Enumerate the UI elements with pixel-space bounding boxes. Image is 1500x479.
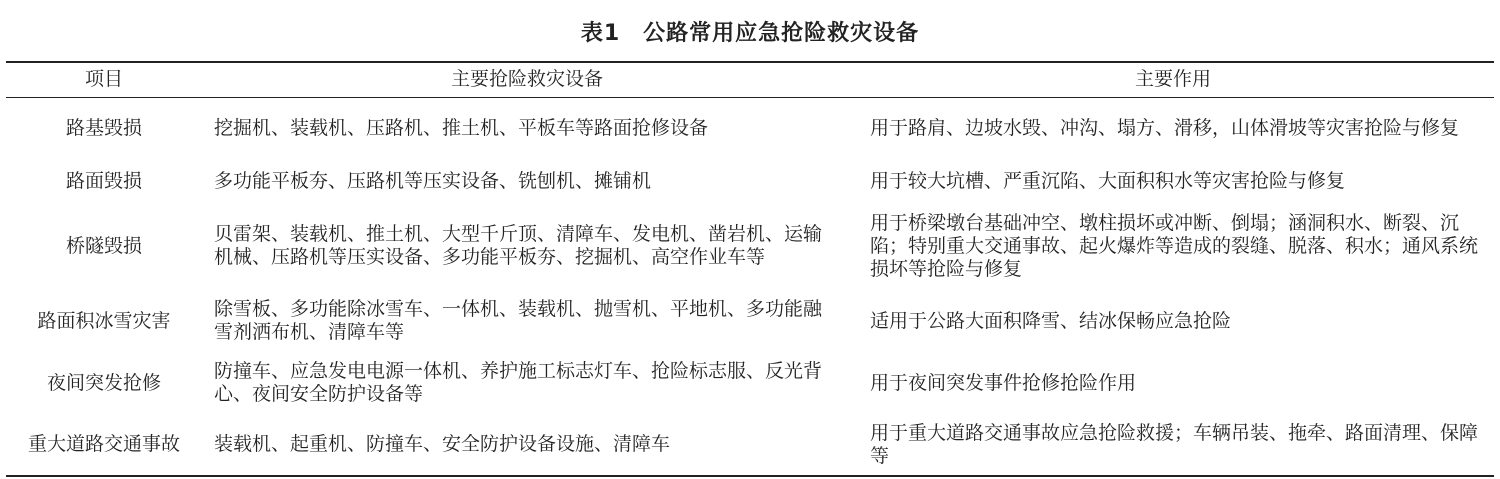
- table-row: [6, 290, 1494, 352]
- header-equipment: 主要抢险救灾设备: [450, 68, 603, 91]
- row-function-cell: 适用于公路大面积降雪、结冰保畅应急抢险: [870, 309, 1232, 332]
- table-row: [6, 414, 1494, 476]
- table-header-row: [6, 62, 1494, 97]
- header-function: 主要作用: [1134, 68, 1211, 91]
- header-item: 项目: [84, 68, 123, 91]
- row-item-cell: 重大道路交通事故: [27, 433, 180, 455]
- row-item-cell: 路基毁损: [65, 117, 142, 140]
- row-equipment-cell: 多功能平板夯、压路机等压实设备、铣刨机、摊铺机: [214, 169, 652, 192]
- row-function-cell: 用于路肩、边坡水毁、冲沟、塌方、滑移，山体滑坡等灾害抢险与修复: [870, 117, 1460, 140]
- table-row: [6, 202, 1494, 290]
- row-equipment-cell: 装载机、起重机、防撞车、安全防护设备设施、清障车: [214, 433, 671, 455]
- row-function-cell: 用于重大道路交通事故应急抢险救援；车辆吊装、拖牵、路面清理、保障等: [870, 421, 1479, 467]
- table-title: 表1 公路常用应急抢险救灾设备: [580, 21, 920, 46]
- row-function-cell: 用于较大坑槽、严重沉陷、大面积积水等灾害抢险与修复: [870, 169, 1346, 192]
- row-equipment-cell: 除雪板、多功能除冰雪车、一体机、装载机、抛雪机、平地机、多功能融雪剂洒布机、清障车等: [214, 298, 823, 343]
- equipment-table: [6, 61, 1494, 477]
- row-item-cell: 夜间突发抢修: [46, 371, 161, 394]
- row-equipment-cell: 防撞车、应急发电电源一体机、养护施工标志灯车、抢险标志服、反光背心、夜间安全防护设备等: [214, 360, 823, 405]
- table-row: [6, 160, 1494, 202]
- row-function-cell: 用于桥梁墩台基础冲空、墩柱损坏或冲断、倒塌；涵洞积水、断裂、沉陷；特别重大交通事故、起火爆炸等造成的裂缝、脱落、积水；通风系统损坏等抢险与修复: [870, 211, 1479, 280]
- row-item-cell: 路面积冰雪灾害: [37, 309, 171, 332]
- row-item-cell: 路面毁损: [65, 169, 142, 192]
- table-row: [6, 352, 1494, 414]
- row-function-cell: 用于夜间突发事件抢修抢险作用: [870, 371, 1137, 394]
- row-item-cell: 桥隧毁损: [65, 234, 142, 257]
- row-equipment-cell: 贝雷架、装载机、推土机、大型千斤顶、清障车、发电机、凿岩机、运输机械、压路机等压实设备、多功能平板夯、挖掘机、高空作业车等: [214, 223, 823, 268]
- row-equipment-cell: 挖掘机、装载机、压路机、推土机、平板车等路面抢修设备: [214, 117, 709, 140]
- table-row: [6, 97, 1494, 160]
